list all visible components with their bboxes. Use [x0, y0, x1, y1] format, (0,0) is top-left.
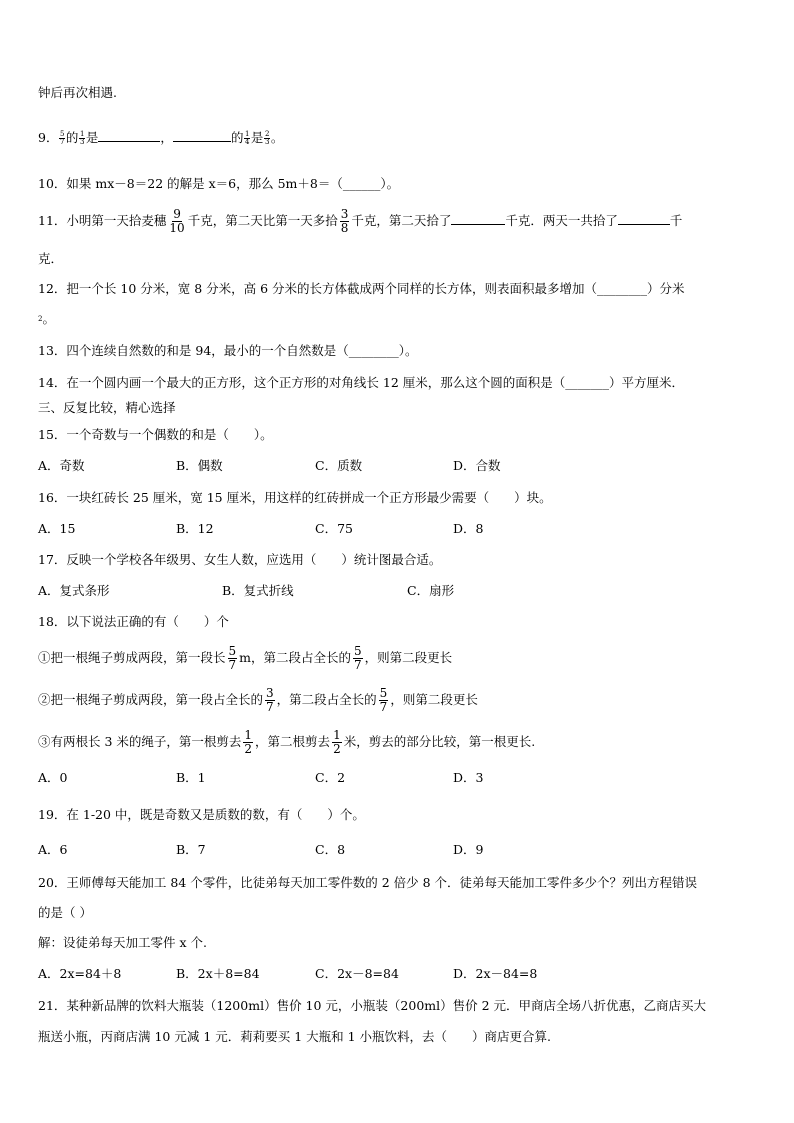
question-17: 17．反映一个学校各年级男、女生人数，应选用（ ）统计图最合适。 [38, 552, 442, 567]
option-b: B．1 [176, 770, 206, 785]
question-21-cont: 瓶送小瓶，丙商店满 10 元减 1 元．莉莉要买 1 大瓶和 1 小瓶饮料，去（ ）商店更合算. [38, 1029, 552, 1044]
fraction: $\frac{5}{7}$ [59, 130, 65, 146]
question-18: 18．以下说法正确的有（ ）个 [38, 614, 229, 629]
question-20-solution: 解：设徒弟每天加工零件 x 个. [38, 935, 207, 950]
question-20: 20．王师傅每天能加工 84 个零件，比徒弟每天加工零件数的 2 倍少 8 个．徒弟每天能加工零件多少个？列出方程错误 [38, 875, 698, 890]
question-12-cont: $^2$。 [38, 311, 55, 326]
question-11-cont: 克． [38, 251, 64, 266]
option-a: A．0 [38, 770, 68, 785]
option-d: D．3 [453, 770, 484, 785]
line-continuation: 钟后再次相遇. [38, 85, 117, 100]
option-c: C．扇形 [407, 583, 455, 598]
option-d: D．合数 [453, 458, 501, 473]
question-21: 21．某种新品牌的饮料大瓶装（1200ml）售价 10 元，小瓶装（200ml）售价 2 元．甲商店全场八折优惠，乙商店买大 [38, 998, 707, 1013]
fraction: $\frac{1}{2}$ [333, 728, 341, 756]
fraction: $\frac{5}{7}$ [354, 644, 362, 672]
question-12: 12．把一个长 10 分米，宽 8 分米，高 6 分米的长方体截成两个同样的长方体，则表面积最多增加（________）分米 [38, 281, 685, 296]
fraction: $\frac{5}{7}$ [379, 686, 388, 714]
option-c: C．75 [315, 521, 353, 536]
option-b: B．7 [176, 842, 206, 857]
fraction: $\frac{3}{7}$ [266, 686, 274, 714]
question-9: 9． $\frac{5}{7}$ 的 $\frac{1}{3}$ 是 ， 的 $\frac{1}{4}$ 是 $\frac{2}{3}$ 。 [38, 130, 284, 146]
option-b: B．12 [176, 521, 214, 536]
question-20-cont: 的是（ ） [38, 905, 92, 920]
answer-blank [451, 212, 505, 225]
option-d: D．8 [453, 521, 484, 536]
fraction: $\frac{3}{8}$ [340, 207, 349, 235]
option-a: A．6 [38, 842, 68, 857]
question-14: 14．在一个圆内画一个最大的正方形，这个正方形的对角线长 12 厘米，那么这个圆的面积是（_______）平方厘米． [38, 375, 685, 390]
section-title: 三、反复比较，精心选择 [38, 400, 176, 415]
option-c: C．质数 [315, 458, 363, 473]
question-10: 10．如果 mx－8＝22 的解是 x＝6，那么 5m＋8＝（______）。 [38, 176, 400, 191]
fraction: $\frac{1}{4}$ [244, 130, 250, 146]
fraction: $\frac{5}{7}$ [228, 644, 237, 672]
option-a: A．15 [38, 521, 76, 536]
option-a: A．复式条形 [38, 583, 110, 598]
answer-blank [173, 129, 231, 142]
fraction: $\frac{2}{3}$ [264, 130, 270, 146]
statement-3: ③有两根长 3 米的绳子，第一根剪去 $\frac{1}{2}$ ，第二根剪去 $\frac{1}{2}$ 米，剪去的部分比较，第一根更长. [38, 728, 536, 756]
option-a: A．奇数 [38, 458, 85, 473]
option-c: C．8 [315, 842, 346, 857]
answer-blank [98, 129, 160, 142]
question-11: 11．小明第一天拾麦穗 $\frac{9}{10}$ 千克，第二天比第一天多拾 $\frac{3}{8}$ 千克，第二天拾了 千克．两天一共拾了 千 [38, 207, 683, 235]
question-13: 13．四个连续自然数的和是 94，最小的一个自然数是（________）。 [38, 343, 418, 358]
statement-2: ②把一根绳子剪成两段，第一段占全长的 $\frac{3}{7}$ ，第二段占全长的 $\frac{5}{7}$ ，则第二段更长 [38, 686, 478, 714]
option-d: D．2x－84=8 [453, 966, 538, 981]
question-15: 15．一个奇数与一个偶数的和是（ ）。 [38, 427, 273, 442]
option-a: A．2x=84＋8 [38, 966, 122, 981]
option-b: B．复式折线 [222, 583, 294, 598]
option-d: D．9 [453, 842, 484, 857]
question-19: 19．在 1-20 中，既是奇数又是质数的数，有（ ）个。 [38, 807, 365, 822]
option-b: B．偶数 [176, 458, 223, 473]
answer-blank [618, 212, 670, 225]
option-c: C．2x－8=84 [315, 966, 399, 981]
fraction: $\frac{1}{2}$ [244, 728, 253, 756]
option-c: C．2 [315, 770, 346, 785]
option-b: B．2x＋8=84 [176, 966, 260, 981]
fraction: $\frac{9}{10}$ [169, 207, 185, 235]
fraction: $\frac{1}{3}$ [79, 130, 85, 146]
question-16: 16．一块红砖长 25 厘米，宽 15 厘米，用这样的红砖拼成一个正方形最少需要（ ）块。 [38, 490, 552, 505]
statement-1: ①把一根绳子剪成两段，第一段长 $\frac{5}{7}$ m，第二段占全长的 $\frac{5}{7}$ ，则第二段更长 [38, 644, 453, 672]
